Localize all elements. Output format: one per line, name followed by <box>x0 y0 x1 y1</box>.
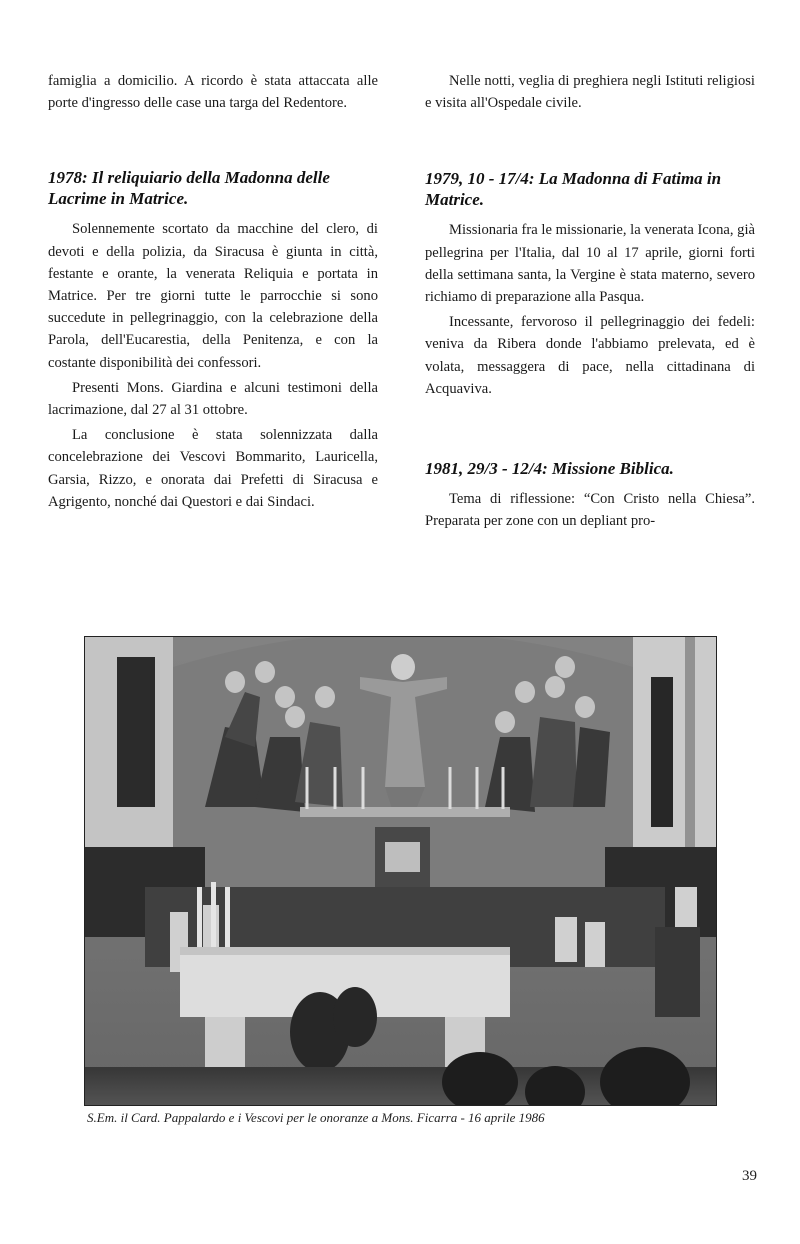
heading-1979: 1979, 10 - 17/4: La Madonna di Fatima in Matrice. <box>425 169 722 210</box>
heading-1981: 1981, 29/3 - 12/4: Missione Biblica. <box>425 459 674 479</box>
paragraph-1978-2: Presenti Mons. Giardina e alcuni testimoni della lacrimazione, dal 27 al 31 ottobre. <box>48 379 378 419</box>
paragraph-intro-left: famiglia a domicilio. A ricordo è stata attaccata alle porte d'ingresso delle case una targa del Redentore. <box>48 73 378 112</box>
photo-illustration <box>85 637 717 1106</box>
photo-caption: S.Em. il Card. Pappalardo e i Vescovi per le onoranze a Mons. Ficarra - 16 aprile 1986 <box>87 1110 545 1125</box>
paragraph-1979-1: Missionaria fra le missionarie, la venerata Icona, già pellegrina per l'Italia, dal 10 al 17 aprile, giorni forti della settimana santa, la Vergine è stata materno, severo richiamo di preparazione alla Pasqua. <box>425 222 755 306</box>
left-column <box>48 70 378 513</box>
page-number: 39 <box>742 1168 757 1184</box>
paragraph-intro-right: Nelle notti, veglia di preghiera negli Istituti religiosi e visita all'Ospedale civile. <box>425 73 755 112</box>
paragraph-1981-1: Tema di riflessione: “Con Cristo nella Chiesa”. Preparata per zone con un depliant pro- <box>425 491 755 530</box>
paragraph-1979-2: Incessante, fervoroso il pellegrinaggio dei fedeli: veniva da Ribera donde l'abbiamo prelevata, ed è volata, messaggera di pace, nella cittadinana di Acquaviva. <box>425 314 755 397</box>
paragraph-1978-1: Solennemente scortato da macchine del clero, di devoti e della polizia, da Siracusa è giunta in città, festante e orante, la venerata Reliquia e portata in Matrice. Per tre giorni tutte le parrocchie si sono succedute in pellegrinaggio, con la celebrazione della Parola, dell'Eucarestia, della Penitenza, e con la costante disponibilità dei confessori. <box>48 221 378 371</box>
right-column <box>425 70 755 532</box>
paragraph-1978-3: La conclusione è stata solennizzata dalla concelebrazione dei Vescovi Bommarito, Lauricella, Garsia, Rizzo, e onorata dai Prefetti di Siracusa e Agrigento, nonché dai Questori e dai Sindaci. <box>48 427 378 510</box>
heading-1978: 1978: Il reliquiario della Madonna delle Lacrime in Matrice. <box>48 168 330 209</box>
church-altar-photo <box>84 636 717 1106</box>
